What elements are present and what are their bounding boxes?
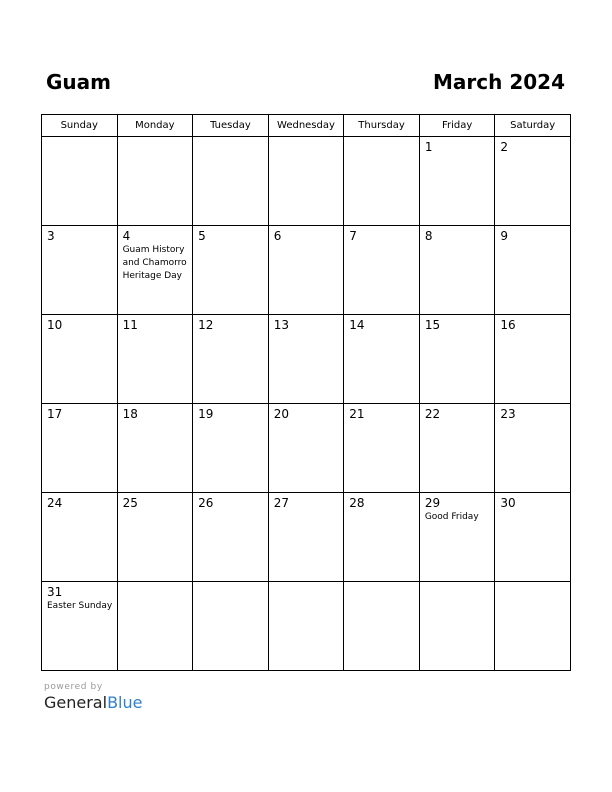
day-cell	[344, 404, 420, 493]
day-number: 12	[198, 318, 214, 332]
day-number: 10	[47, 318, 63, 332]
logo-general: General	[44, 693, 108, 712]
weekday-sunday: Sunday	[42, 115, 118, 137]
day-number: 19	[198, 407, 214, 421]
day-cell	[268, 493, 344, 582]
day-cell	[42, 493, 118, 582]
day-cell	[495, 226, 571, 315]
day-cell	[419, 582, 495, 671]
day-cell	[268, 315, 344, 404]
day-number: 23	[500, 407, 516, 421]
day-number: 28	[349, 496, 365, 510]
day-cell	[193, 582, 269, 671]
day-number: 14	[349, 318, 365, 332]
month-title: March 2024	[433, 70, 565, 94]
day-number: 13	[273, 318, 289, 332]
week-row	[42, 582, 571, 671]
calendar-header	[41, 70, 571, 98]
day-number: 31	[47, 585, 63, 599]
day-cell	[268, 582, 344, 671]
day-cell	[268, 226, 344, 315]
week-row	[42, 315, 571, 404]
holiday-label: Guam History and Chamorro Heritage Day	[122, 245, 187, 281]
day-cell	[42, 404, 118, 493]
day-number: 15	[424, 318, 441, 332]
day-number: 24	[47, 496, 63, 510]
day-cell	[268, 137, 344, 226]
day-cell	[193, 226, 269, 315]
weekday-saturday: Saturday	[495, 115, 571, 137]
holiday-label: Easter Sunday	[47, 601, 113, 611]
day-cell	[117, 137, 193, 226]
logo-blue: Blue	[107, 693, 143, 712]
country-title: Guam	[46, 70, 111, 94]
day-number: 25	[122, 496, 138, 510]
day-cell	[117, 582, 193, 671]
day-number: 6	[273, 229, 282, 243]
day-cell	[495, 582, 571, 671]
week-row	[42, 137, 571, 226]
day-number: 26	[198, 496, 214, 510]
day-cell	[117, 226, 193, 315]
week-row	[42, 404, 571, 493]
day-number: 17	[47, 407, 63, 421]
day-number: 7	[349, 229, 357, 243]
day-cell	[117, 315, 193, 404]
weekday-thursday: Thursday	[344, 115, 420, 137]
day-number: 21	[349, 407, 365, 421]
day-cell	[419, 137, 495, 226]
weekday-wednesday: Wednesday	[268, 115, 344, 137]
day-number: 8	[424, 229, 433, 243]
day-number: 4	[122, 229, 131, 243]
day-cell	[344, 137, 420, 226]
day-number: 5	[198, 229, 206, 243]
day-number: 18	[122, 407, 138, 421]
day-cell	[193, 493, 269, 582]
day-cell	[42, 226, 118, 315]
day-number: 16	[500, 318, 516, 332]
day-cell	[117, 404, 193, 493]
day-cell	[495, 404, 571, 493]
day-cell	[193, 404, 269, 493]
day-number: 3	[47, 229, 55, 243]
generalblue-logo	[44, 693, 142, 712]
day-cell	[419, 493, 495, 582]
day-number: 1	[424, 140, 433, 154]
day-cell	[495, 315, 571, 404]
day-cell	[42, 582, 118, 671]
day-cell	[344, 582, 420, 671]
weekday-monday: Monday	[117, 115, 193, 137]
day-cell	[344, 226, 420, 315]
branding	[44, 682, 142, 712]
day-number: 20	[273, 407, 289, 421]
weekday-friday: Friday	[419, 115, 495, 137]
day-number: 9	[500, 229, 509, 243]
calendar-body	[42, 137, 571, 671]
day-cell	[419, 315, 495, 404]
day-cell	[419, 404, 495, 493]
day-number: 11	[122, 318, 138, 332]
calendar-grid	[41, 114, 571, 671]
week-row	[42, 493, 571, 582]
day-number: 22	[424, 407, 441, 421]
day-cell	[193, 315, 269, 404]
day-cell	[495, 493, 571, 582]
weekday-tuesday: Tuesday	[193, 115, 269, 137]
day-cell	[419, 226, 495, 315]
day-number: 27	[273, 496, 289, 510]
day-number: 2	[500, 140, 509, 154]
day-cell	[268, 404, 344, 493]
day-cell	[495, 137, 571, 226]
day-number: 29	[424, 496, 441, 510]
day-cell	[117, 493, 193, 582]
day-cell	[344, 315, 420, 404]
holiday-label: Good Friday	[424, 512, 479, 522]
week-row	[42, 226, 571, 315]
day-number: 30	[500, 496, 516, 510]
day-cell	[344, 493, 420, 582]
powered-by-text: powered by	[44, 682, 103, 692]
day-cell	[42, 137, 118, 226]
day-cell	[193, 137, 269, 226]
day-cell	[42, 315, 118, 404]
weekday-header-row	[42, 115, 571, 137]
